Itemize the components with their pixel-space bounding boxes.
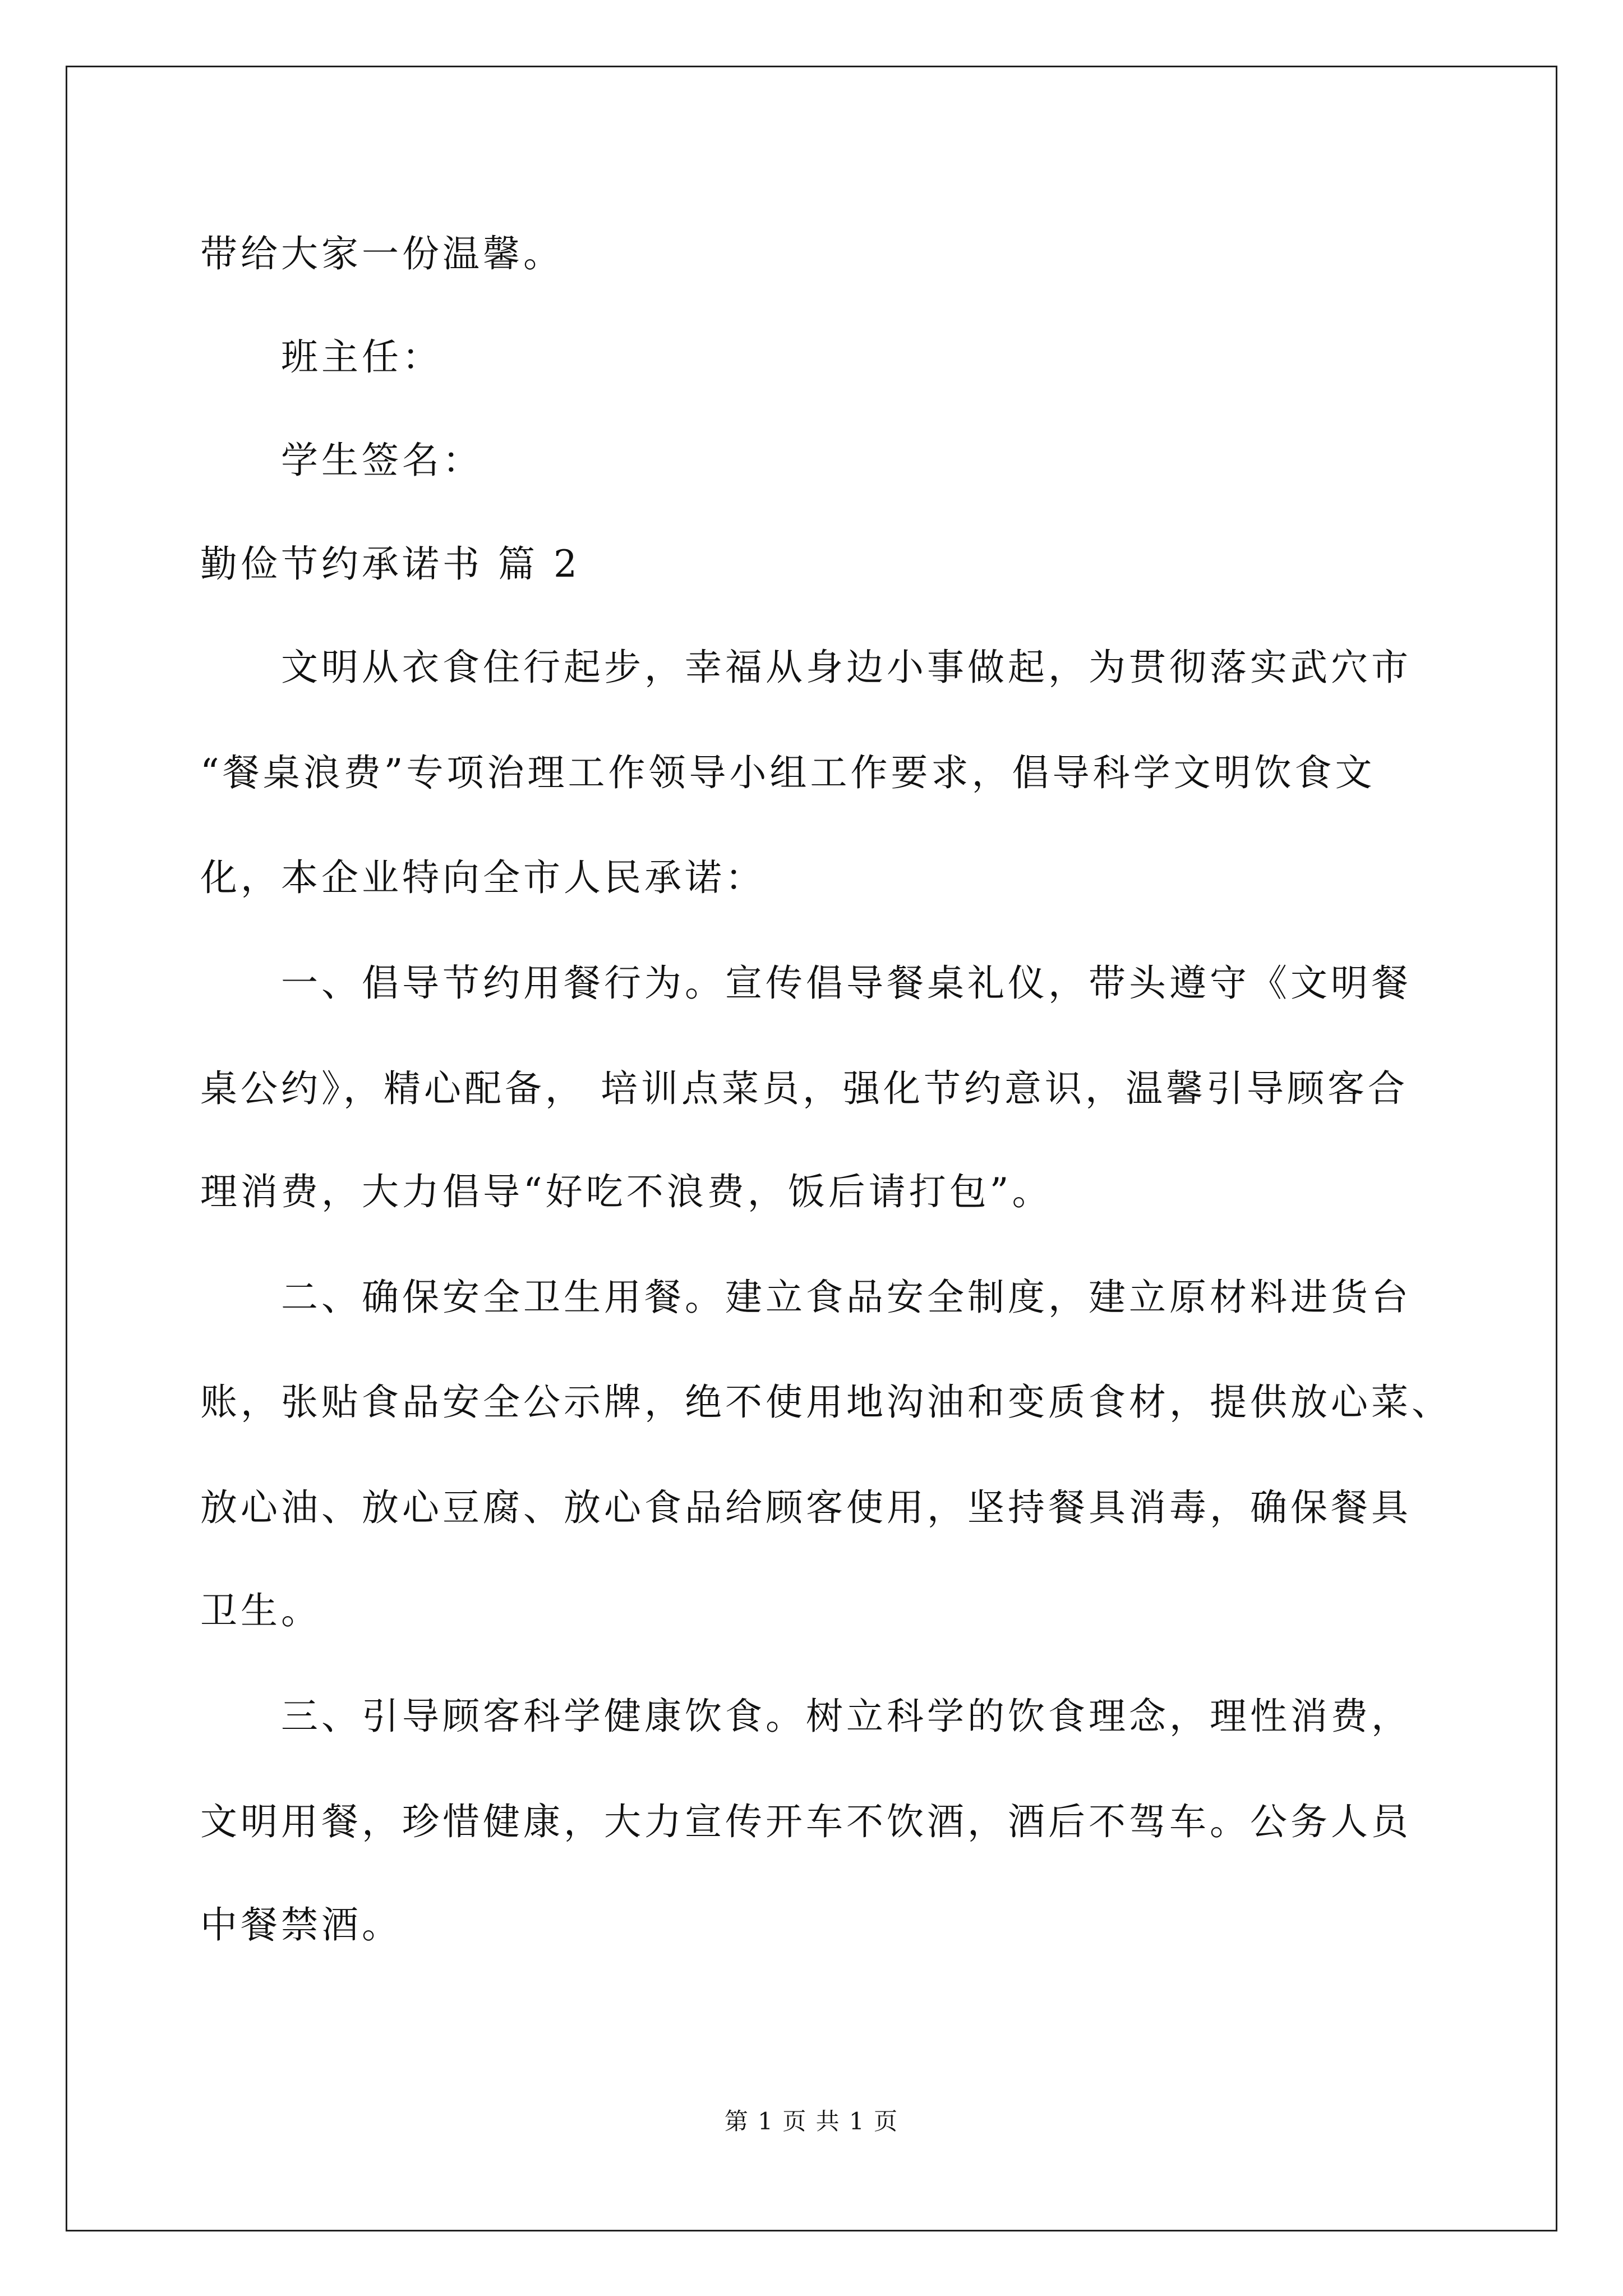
teacher-label: 班主任： — [281, 335, 442, 379]
text-line: 中餐禁酒。 — [200, 1903, 402, 1947]
text-line: 一、倡导节约用餐行为。宣传倡导餐桌礼仪，带头遵守《文明餐 — [281, 961, 1412, 1005]
text-line: 账，张贴食品安全公示牌，绝不使用地沟油和变质食材，提供放心菜、 — [200, 1381, 1452, 1424]
section-heading: 勤俭节约承诺书 篇 2 — [200, 542, 580, 586]
text-line: “餐桌浪费”专项治理工作领导小组工作要求，倡导科学文明饮食文 — [200, 751, 1376, 794]
text-line: 文明用餐，珍惜健康，大力宣传开车不饮酒，酒后不驾车。公务人员 — [200, 1800, 1412, 1843]
text-line: 放心油、放心豆腐、放心食品给顾客使用，坚持餐具消毒，确保餐具 — [200, 1486, 1412, 1529]
text-line: 理消费，大力倡导“好吃不浪费，饭后请打包”。 — [200, 1170, 1053, 1213]
text-line: 三、引导顾客科学健康饮食。树立科学的饮食理念，理性消费， — [281, 1695, 1412, 1738]
page-footer: 第 1 页 共 1 页 — [724, 2108, 899, 2135]
text-line: 化，本企业特向全市人民承诺： — [200, 856, 766, 899]
text-line: 卫生。 — [200, 1589, 321, 1632]
student-signature-label: 学生签名： — [281, 439, 483, 482]
text-line: 带给大家一份温馨。 — [200, 232, 564, 275]
text-line: 二、确保安全卫生用餐。建立食品安全制度，建立原材料进货台 — [281, 1276, 1412, 1319]
text-line: 桌公约》，精心配备， 培训点菜员，强化节约意识，温馨引导顾客合 — [200, 1067, 1408, 1110]
text-line: 文明从衣食住行起步，幸福从身边小事做起，为贯彻落实武穴市 — [281, 646, 1412, 689]
